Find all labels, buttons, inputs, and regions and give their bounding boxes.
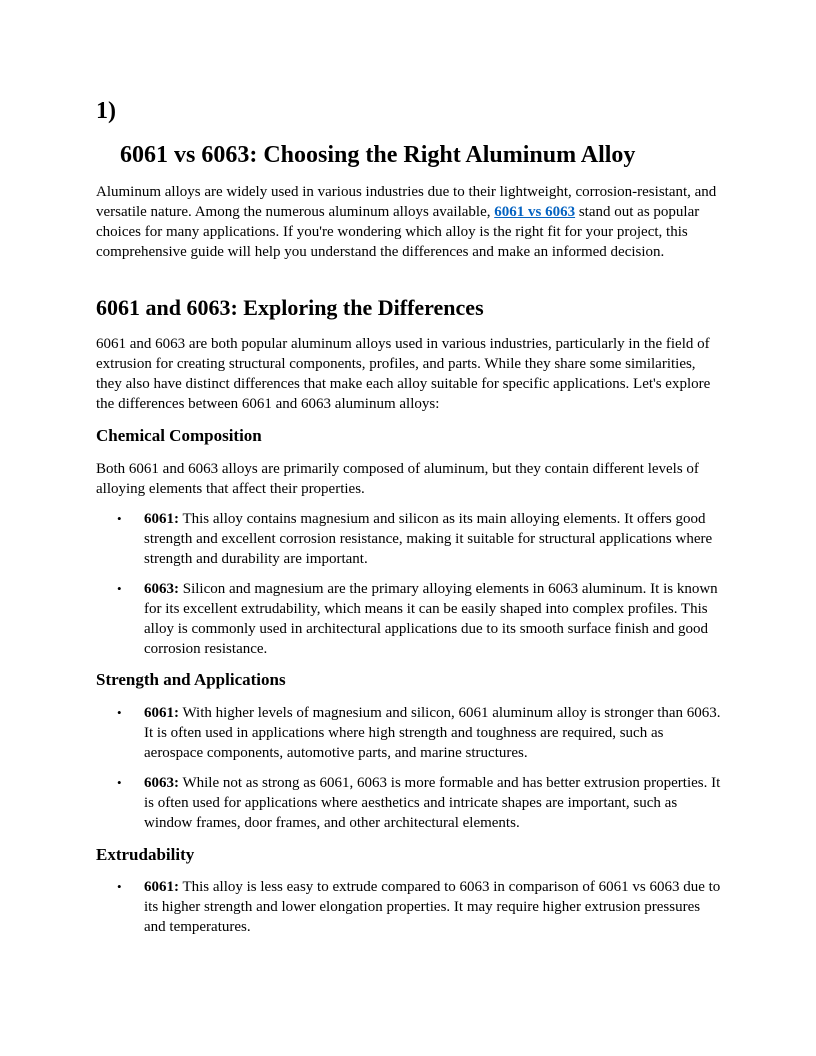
intro-text-after: stand out as popular choices for many applications. If you're wondering which alloy is the right fit for your project, this comprehensive guide will help you understand the differences and make an informed decision. (96, 204, 700, 260)
heading-number: 1) (96, 98, 116, 124)
item-label: 6063: (144, 775, 179, 791)
extrudability-heading: Extrudability (96, 845, 195, 864)
strength-applications-heading: Strength and Applications (96, 670, 286, 689)
bullet-icon: • (117, 775, 122, 790)
list-item (96, 877, 722, 937)
chemical-composition-list (96, 509, 722, 669)
list-item (96, 703, 722, 763)
item-text: While not as strong as 6061, 6063 is more formable and has better extrusion properties. It is often used for applications where aesthetics and intricate shapes are important, such as window frames, door frames, and other architectural elements. (144, 775, 721, 831)
section-heading: 6061 and 6063: Exploring the Differences (96, 295, 484, 320)
chemical-composition-paragraph: Both 6061 and 6063 alloys are primarily composed of aluminum, but they contain different levels of alloying elements that affect their properties. (96, 461, 699, 497)
item-label: 6063: (144, 581, 179, 597)
list-item (96, 773, 722, 833)
bullet-icon: • (117, 879, 122, 894)
item-text: With higher levels of magnesium and silicon, 6061 aluminum alloy is stronger than 6063. It is often used in applications where high strength and toughness are required, such as aerospace components, automotive parts, and marine structures. (144, 705, 721, 761)
strength-applications-list (96, 703, 722, 843)
item-label: 6061: (144, 879, 179, 895)
item-label: 6061: (144, 705, 179, 721)
list-item (96, 579, 722, 659)
item-label: 6061: (144, 511, 179, 527)
extrudability-list (96, 877, 722, 947)
chemical-composition-heading: Chemical Composition (96, 426, 262, 445)
item-text: This alloy is less easy to extrude compared to 6063 in comparison of 6061 vs 6063 due to its higher strength and lower elongation properties. It may require higher extrusion pressures and temperatures. (144, 879, 721, 935)
bullet-icon: • (117, 511, 122, 526)
intro-text-before: Aluminum alloys are widely used in various industries due to their lightweight, corrosion-resistant, and versatile nature. Among the numerous aluminum alloys available, (96, 184, 717, 220)
bullet-icon: • (117, 581, 122, 596)
list-item (96, 509, 722, 569)
item-text: Silicon and magnesium are the primary alloying elements in 6063 aluminum. It is known for its excellent extrudability, which means it can be easily shaped into complex profiles. This alloy is commonly used in architectural applications due to its smooth surface finish and good corrosion resistance. (144, 581, 718, 657)
intro-paragraph (96, 182, 722, 262)
page-title: 6061 vs 6063: Choosing the Right Aluminum Alloy (120, 142, 636, 168)
comparison-link[interactable]: 6061 vs 6063 (494, 204, 576, 220)
section-paragraph: 6061 and 6063 are both popular aluminum alloys used in various industries, particularly in the field of extrusion for creating structural components, profiles, and parts. While they share some similarities, they also have distinct differences that make each alloy suitable for specific applications. Let's explore the differences between 6061 and 6063 aluminum alloys: (96, 336, 711, 412)
item-text: This alloy contains magnesium and silicon as its main alloying elements. It offers good strength and excellent corrosion resistance, making it suitable for structural applications where strength and durability are important. (144, 511, 713, 567)
bullet-icon: • (117, 705, 122, 720)
